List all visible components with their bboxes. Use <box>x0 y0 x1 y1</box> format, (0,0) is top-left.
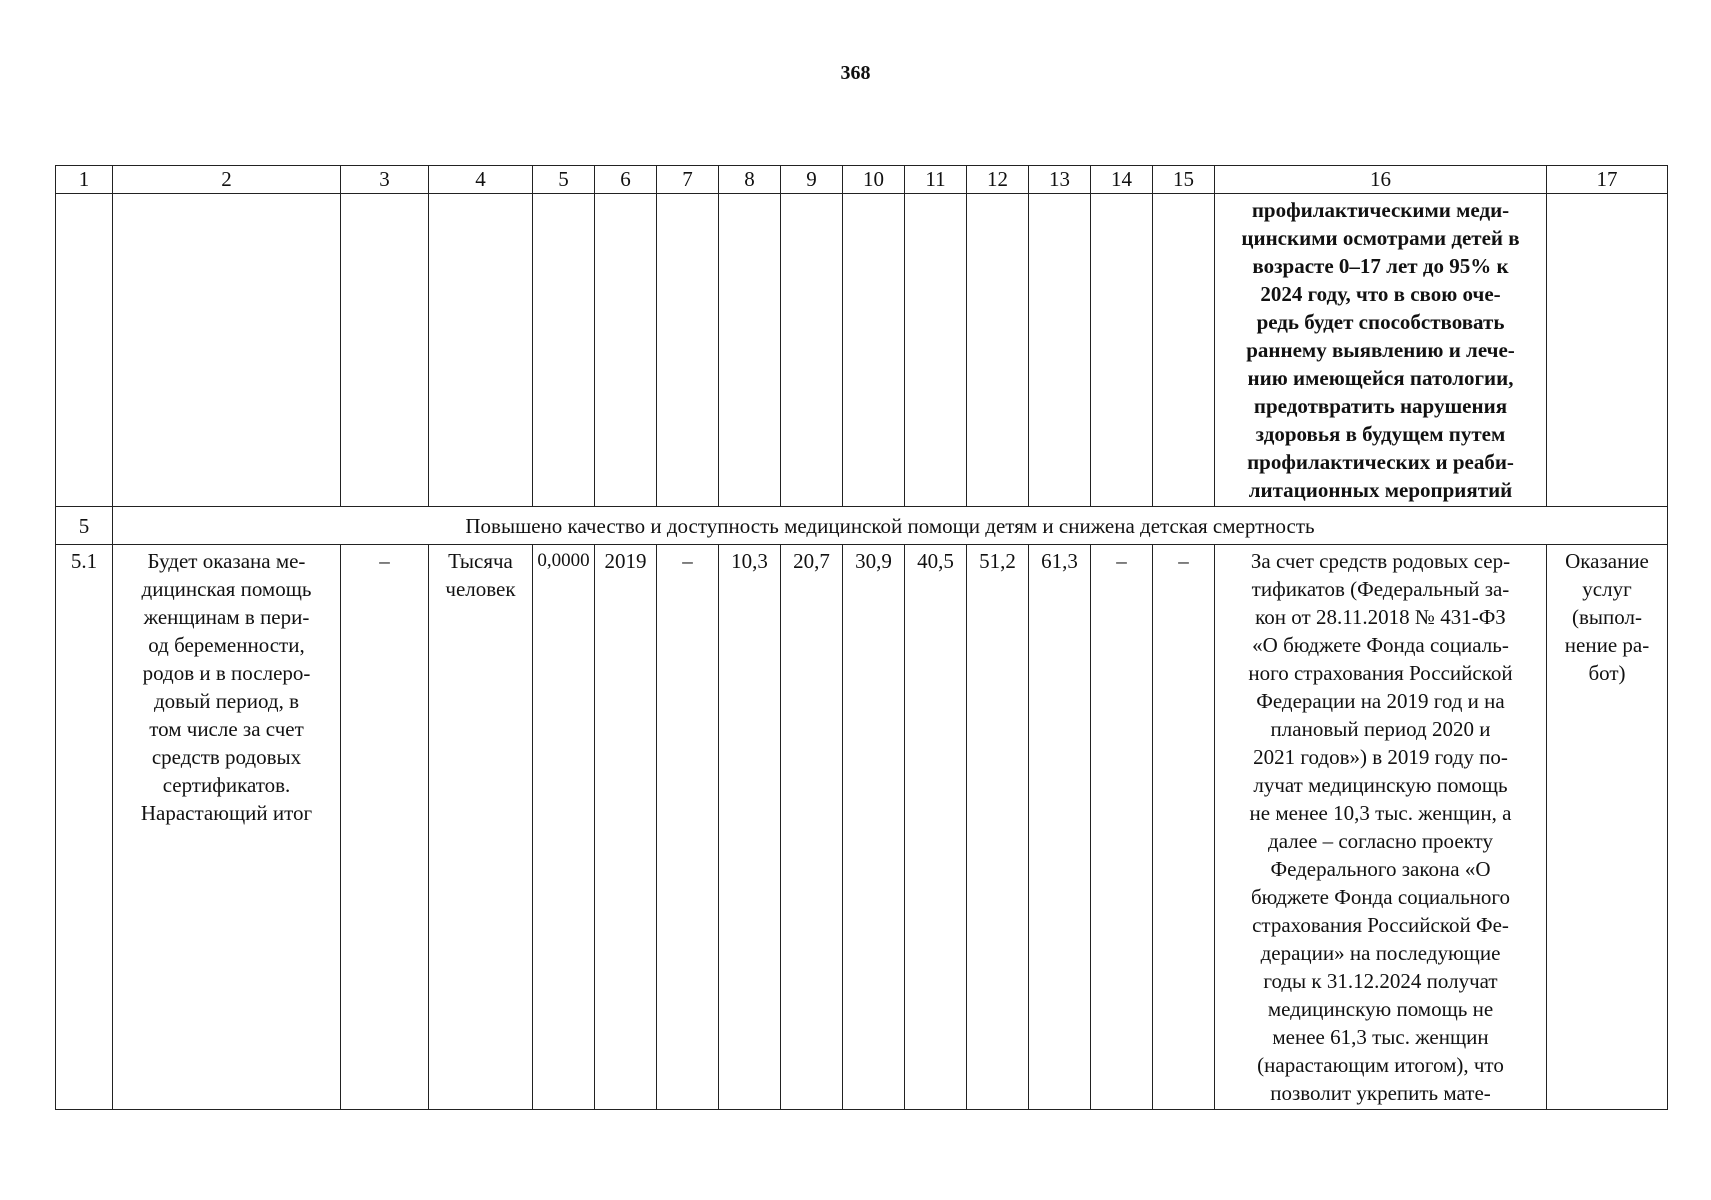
column-number-cell: 6 <box>595 166 657 194</box>
column-number-cell: 15 <box>1153 166 1215 194</box>
column-number-cell: 2 <box>113 166 341 194</box>
column-number-cell: 16 <box>1215 166 1547 194</box>
column-number-cell: 12 <box>967 166 1029 194</box>
indicator-table <box>55 165 1668 1110</box>
cell-col3: – <box>341 545 429 1110</box>
column-number-cell: 13 <box>1029 166 1091 194</box>
continuation-row <box>56 194 1668 507</box>
value-col11: 40,5 <box>905 545 967 1110</box>
column-number-cell: 8 <box>719 166 781 194</box>
column-number-cell: 10 <box>843 166 905 194</box>
value-col12: 51,2 <box>967 545 1029 1110</box>
section-number: 5 <box>56 507 113 545</box>
unit-of-measure: Тысяча человек <box>429 545 533 1110</box>
column-number-cell: 17 <box>1547 166 1668 194</box>
cell-col7: – <box>657 545 719 1110</box>
section-title: Повышено качество и доступность медицинской помощи детям и снижена детская смертность <box>113 507 1668 545</box>
column-number-cell: 7 <box>657 166 719 194</box>
cell-col14: – <box>1091 545 1153 1110</box>
value-col8: 10,3 <box>719 545 781 1110</box>
continuation-justification-text: профилактическими меди- цинскими осмотрами детей в возрасте 0–17 лет до 95% к 2024 году, что в свою оче- редь будет способствовать раннему выявлению и лече- нию имеющейся патологии, предотвратить нарушения здоровья в будущем путем профилактических и реаби- литационных мероприятий <box>1215 194 1547 507</box>
base-value: 0,0000 <box>533 545 595 1110</box>
column-number-cell: 3 <box>341 166 429 194</box>
column-number-cell: 1 <box>56 166 113 194</box>
cell-col15: – <box>1153 545 1215 1110</box>
indicator-row-5-1 <box>56 545 1668 1110</box>
result-type: Оказание услуг (выпол- нение ра- бот) <box>1547 545 1668 1110</box>
column-number-row <box>56 166 1668 194</box>
column-number-cell: 11 <box>905 166 967 194</box>
page-number: 368 <box>840 62 871 84</box>
indicator-description: Будет оказана ме- дицинская помощь женщинам в пери- од беременности, родов и в послеро- довый период, в том числе за счет средств родовых сертификатов. Нарастающий итог <box>113 545 341 1110</box>
justification-text: За счет средств родовых сер- тификатов (Федеральный за- кон от 28.11.2018 № 431-ФЗ «О бюджете Фонда социаль- ного страхования Российской Федерации на 2019 год и на плановый период 2020 и 2021 годов») в 2019 году по- лучат медицинскую помощь не менее 10,3 тыс. женщин, а далее – согласно проекту Федерального закона «О бюджете Фонда социального страхования Российской Фе- дерации» на последующие годы к 31.12.2024 получат медицинскую помощь не менее 61,3 тыс. женщин (нарастающим итогом), что позволит укрепить мате- <box>1215 545 1547 1110</box>
row-number: 5.1 <box>56 545 113 1110</box>
column-number-cell: 14 <box>1091 166 1153 194</box>
base-year: 2019 <box>595 545 657 1110</box>
column-number-cell: 4 <box>429 166 533 194</box>
value-col10: 30,9 <box>843 545 905 1110</box>
value-col9: 20,7 <box>781 545 843 1110</box>
section-row <box>56 507 1668 545</box>
value-col13: 61,3 <box>1029 545 1091 1110</box>
column-number-cell: 9 <box>781 166 843 194</box>
column-number-cell: 5 <box>533 166 595 194</box>
